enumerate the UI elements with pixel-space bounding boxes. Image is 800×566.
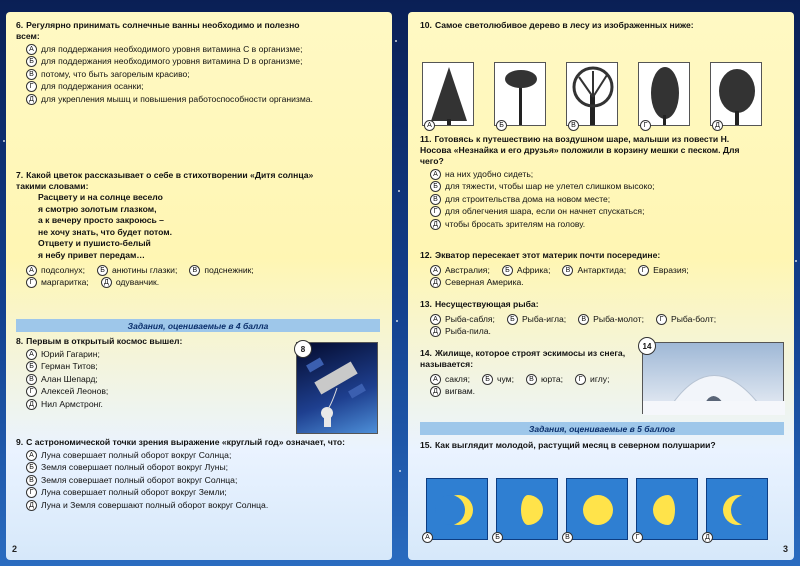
option-text: подсолнух;	[41, 264, 85, 275]
igloo-icon	[643, 343, 785, 415]
answer-option[interactable]	[26, 462, 386, 473]
option-text: Африка;	[516, 264, 551, 275]
moon-full	[566, 478, 628, 540]
answer-option[interactable]	[507, 314, 566, 325]
answer-option[interactable]	[26, 265, 85, 276]
answer-option[interactable]	[26, 374, 286, 385]
question-8: 8. Первым в открытый космос вышел: А Юрий Гагарин; Б Герман Титов; В Алан Шепард; Г Алексей Леонов; Д Нил Армстронг.	[16, 336, 286, 410]
option-letter-circle: А	[26, 450, 37, 461]
answer-option[interactable]	[502, 265, 551, 276]
answer-option[interactable]	[26, 81, 316, 92]
option-text: на них удобно сидеть;	[445, 168, 534, 179]
image-number-badge: 8	[294, 340, 312, 358]
option-text: Северная Америка.	[445, 277, 524, 287]
option-letter-circle: Б	[26, 462, 37, 473]
question-9: 9. С астрономической точки зрения выражение «круглый год» означает, что: А Луна совершает полный оборот вокруг Солнца; Б Земля совершает полный оборот вокруг Луны; В Земля совершает полный оборот вокруг Солнца; Г Луна совершает полный оборот вокруг Земли; Д Луна и Земля совершают полный оборот вокруг Солнца.	[16, 437, 386, 511]
moon-label-d: Д	[702, 532, 713, 543]
q12-options	[430, 263, 780, 288]
moon-label-g: Г	[632, 532, 643, 543]
option-letter-circle: Б	[26, 361, 37, 372]
option-letter-circle: Д	[430, 219, 441, 230]
option-letter-circle: Б	[26, 56, 37, 67]
option-text: Рыба-игла;	[521, 313, 567, 324]
answer-option[interactable]	[26, 399, 286, 410]
tree-birch	[638, 62, 690, 126]
answer-option[interactable]	[430, 194, 760, 205]
option-letter-circle: А	[430, 374, 441, 385]
option-letter-circle: Г	[638, 265, 649, 276]
left-page	[6, 12, 392, 560]
option-text: для поддержания осанки;	[41, 81, 144, 91]
option-text: Евразия;	[653, 264, 689, 275]
image-number-badge: 14	[638, 337, 656, 355]
answer-option[interactable]	[482, 374, 514, 385]
answer-option[interactable]	[26, 44, 316, 55]
option-text: подснежник;	[204, 264, 254, 275]
option-text: Рыба-пила.	[445, 326, 491, 336]
answer-option[interactable]	[430, 219, 760, 230]
option-text: для облегчения шара, если он начнет спускаться;	[445, 206, 645, 216]
question-13: 13. Несуществующая рыба: А Рыба-сабля; Б Рыба-игла; В Рыба-молот; Г Рыба-болт; Д Рыба-пила.	[420, 299, 740, 337]
answer-option[interactable]	[430, 265, 490, 276]
page-number: 3	[782, 544, 788, 554]
option-text: юрта;	[540, 373, 564, 384]
option-letter-circle: В	[430, 194, 441, 205]
answer-option[interactable]	[638, 265, 689, 276]
option-letter-circle: Б	[507, 314, 518, 325]
right-page	[408, 12, 794, 560]
answer-option[interactable]	[26, 94, 316, 105]
option-letter-circle: Г	[26, 81, 37, 92]
answer-option[interactable]	[575, 374, 609, 385]
answer-option[interactable]	[26, 361, 286, 372]
option-text: иглу;	[590, 373, 610, 384]
answer-option[interactable]	[562, 265, 626, 276]
tree-pine	[494, 62, 546, 126]
moon-crescent-left-thin	[706, 478, 768, 540]
moon-crescent-right-thin	[426, 478, 488, 540]
question-7: 7. Какой цветок рассказывает о себе в стихотворении «Дитя солнца» такими словами: Расцвету и на солнце весело я смотрю золотым глазком, а к вечеру просто закроюсь – не хочу знать, что будет потом. Отцвету и пушисто-белый я небу привет передам… А подсолнух; Б анютины глазки; В подснежник; Г маргаритка; Д одуванчик.	[16, 170, 336, 288]
option-letter-circle: Г	[656, 314, 667, 325]
option-text: чум;	[497, 373, 514, 384]
option-text: Луна совершает полный оборот вокруг Земли;	[41, 487, 227, 497]
answer-option[interactable]	[656, 314, 716, 325]
option-letter-circle: Д	[26, 399, 37, 410]
option-text: для поддержания необходимого уровня витамина D в организме;	[41, 56, 303, 66]
option-letter-circle: В	[526, 374, 537, 385]
option-text: Юрий Гагарин;	[41, 348, 100, 359]
option-letter-circle: Г	[26, 487, 37, 498]
option-text: Земля совершает полный оборот вокруг Солнца;	[41, 474, 238, 485]
option-text: для строительства дома на новом месте;	[445, 193, 611, 204]
option-text: Австралия;	[445, 264, 490, 275]
option-letter-circle: Г	[575, 374, 586, 385]
tree-label-g: Г	[640, 120, 651, 131]
answer-option[interactable]	[430, 169, 760, 180]
option-letter-circle: А	[26, 44, 37, 55]
option-letter-circle: В	[26, 69, 37, 80]
option-letter-circle: В	[26, 374, 37, 385]
option-text: Луна совершает полный оборот вокруг Солнца;	[41, 449, 232, 460]
option-text: Рыба-молот;	[593, 313, 644, 324]
option-letter-circle: А	[430, 169, 441, 180]
answer-option[interactable]	[430, 374, 470, 385]
answer-option[interactable]	[101, 277, 159, 288]
option-letter-circle: Г	[430, 206, 441, 217]
question-10: 10. Самое светолюбивое дерево в лесу из изображенных ниже:	[420, 20, 694, 30]
moon-label-b: Б	[492, 532, 503, 543]
option-letter-circle: Д	[430, 326, 441, 337]
option-text: Рыба-сабля;	[445, 313, 495, 324]
answer-option[interactable]	[26, 277, 89, 288]
option-letter-circle: Б	[502, 265, 513, 276]
page-number: 2	[12, 544, 18, 554]
option-text: Алан Шепард;	[41, 373, 98, 384]
option-text: сакля;	[445, 373, 470, 384]
q11-options	[420, 169, 760, 230]
tree-fir	[422, 62, 474, 126]
option-text: маргаритка;	[41, 277, 89, 287]
answer-option[interactable]	[189, 265, 253, 276]
answer-option[interactable]	[26, 450, 386, 461]
tree-label-v: В	[568, 120, 579, 131]
tree-label-b: Б	[496, 120, 507, 131]
q7-options	[26, 263, 326, 288]
answer-option[interactable]	[26, 500, 386, 511]
option-letter-circle: А	[430, 265, 441, 276]
moon-label-a: А	[422, 532, 433, 543]
option-text: для поддержания необходимого уровня витамина С в организме;	[41, 43, 303, 54]
answer-option[interactable]	[430, 277, 524, 288]
question-14: 14. Жилище, которое строят эскимосы из снега, называется: А сакля; Б чум; В юрта; Г иглу; Д вигвам.	[420, 348, 630, 397]
option-text: вигвам.	[445, 386, 476, 396]
question-11: 11. Готовясь к путешествию на воздушном шаре, малыши из повести Н. Носова «Незнайка и его друзья» положили в корзину мешки с песком. Для чего? А на них удобно сидеть; Б для тяжести, чтобы шар не улетел слишком высоко; В для строительства дома на новом месте; Г для облегчения шара, если он начнет спускаться; Д чтобы бросать зрителям на голову.	[420, 134, 760, 230]
option-letter-circle: Д	[430, 386, 441, 397]
option-text: анютины глазки;	[111, 264, 178, 275]
answer-option[interactable]	[26, 475, 386, 486]
option-letter-circle: В	[26, 475, 37, 486]
option-text: чтобы бросать зрителям на голову.	[445, 218, 586, 229]
moon-half-right	[496, 478, 558, 540]
answer-option[interactable]	[430, 181, 760, 192]
option-text: для укрепления мышц и повышения работоспособности организма.	[41, 93, 313, 104]
option-letter-circle: В	[562, 265, 573, 276]
option-text: Алексей Леонов;	[41, 386, 109, 396]
section-header-5-points: Задания, оцениваемые в 5 баллов	[420, 422, 784, 435]
option-letter-circle: А	[26, 265, 37, 276]
option-text: Нил Армстронг.	[41, 398, 103, 409]
tree-label-d: Д	[712, 120, 723, 131]
option-letter-circle: Г	[26, 277, 37, 288]
question-12: 12. Экватор пересекает этот материк почти посередине: А Австралия; Б Африка; В Антарктида; Г Евразия; Д Северная Америка.	[420, 250, 780, 288]
moon-half-left	[636, 478, 698, 540]
answer-option[interactable]	[97, 265, 177, 276]
q9-options	[16, 450, 386, 511]
option-letter-circle: А	[430, 314, 441, 325]
option-text: одуванчик.	[115, 277, 160, 287]
option-letter-circle: Б	[430, 181, 441, 192]
question-6: 6. Регулярно принимать солнечные ванны необходимо и полезно всем: А для поддержания необходимого уровня витамина С в организме; Б для поддержания необходимого уровня витамина D в организме; В потому, что быть загорелым красиво; Г для поддержания осанки; Д для укрепления мышц и повышения работоспособности организма.	[16, 20, 316, 105]
option-text: Рыба-болт;	[670, 313, 717, 324]
option-text: для тяжести, чтобы шар не улетел слишком высоко;	[445, 181, 655, 191]
answer-option[interactable]	[26, 349, 286, 360]
moon-label-v: В	[562, 532, 573, 543]
tree-oak	[566, 62, 618, 126]
option-letter-circle: Д	[430, 277, 441, 288]
option-letter-circle: Д	[26, 500, 37, 511]
answer-option[interactable]	[430, 326, 491, 337]
tree-larch	[710, 62, 762, 126]
answer-option[interactable]	[430, 206, 760, 217]
answer-option[interactable]	[430, 386, 475, 397]
igloo-image	[642, 342, 784, 414]
q8-options	[16, 349, 286, 410]
answer-option[interactable]	[26, 69, 316, 80]
q14-options	[430, 372, 630, 397]
answer-option[interactable]	[26, 386, 286, 397]
option-text: потому, что быть загорелым красиво;	[41, 68, 190, 79]
option-letter-circle: А	[26, 349, 37, 360]
option-text: Герман Титов;	[41, 361, 98, 371]
spacecraft-icon	[297, 343, 379, 435]
option-text: Земля совершает полный оборот вокруг Луны;	[41, 462, 229, 472]
option-letter-circle: В	[578, 314, 589, 325]
answer-option[interactable]	[578, 314, 644, 325]
option-letter-circle: Б	[97, 265, 108, 276]
option-text: Луна и Земля совершают полный оборот вокруг Солнца.	[41, 499, 269, 510]
option-letter-circle: Д	[101, 277, 112, 288]
answer-option[interactable]	[26, 56, 316, 67]
q13-options	[430, 312, 740, 337]
question-15: 15. Как выглядит молодой, растущий месяц в северном полушарии?	[420, 440, 716, 450]
option-letter-circle: Д	[26, 94, 37, 105]
option-letter-circle: Б	[482, 374, 493, 385]
poem: Расцвету и на солнце весело я смотрю золотым глазком, а к вечеру просто закроюсь – не хочу знать, что будет потом. Отцвету и пушисто-белый я небу привет передам…	[38, 192, 173, 260]
section-header-4-points: Задания, оцениваемые в 4 балла	[16, 319, 380, 332]
option-letter-circle: Г	[26, 386, 37, 397]
tree-label-a: А	[424, 120, 435, 131]
q6-options	[16, 44, 316, 105]
answer-option[interactable]	[26, 487, 386, 498]
answer-option[interactable]	[526, 374, 563, 385]
option-letter-circle: В	[189, 265, 200, 276]
option-text: Антарктида;	[577, 264, 627, 275]
answer-option[interactable]	[430, 314, 495, 325]
